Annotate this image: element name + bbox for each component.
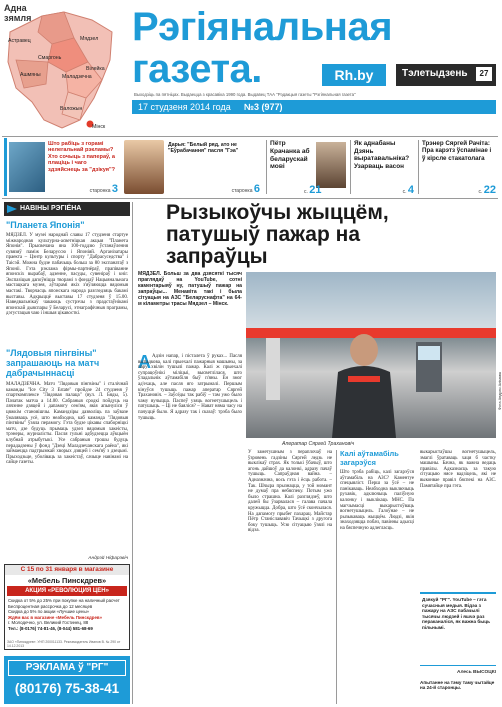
- teaser-1-page: [90, 183, 118, 195]
- ad-furniture-line-6: Тел.: (8-0176) 74-81-46, (8-044) 581-68-69: [8, 625, 93, 631]
- main-photo-credit: Фота Андрэя Алімава: [498, 372, 502, 411]
- ad-furniture-line-2: Беспроцентная рассрочка до 12 месяцев: [8, 603, 93, 609]
- main-col4-signature: Алесь ВЫСОЦКІ: [456, 670, 496, 675]
- map-title-line2: зямля: [4, 13, 32, 23]
- main-photo: [246, 272, 502, 438]
- city-label-minsk: Мінск: [92, 124, 106, 130]
- teaser-3-image: [316, 142, 346, 188]
- masthead-title-line2: газета.: [132, 47, 262, 91]
- news1-body: МЯДЗЕЛ. У музеі народнай славы 17 студзеня стартуе міжнародная культурна-асветніцкая акцыя "Планета Японія". Прысвечана яна 100-годдзю ўстанаўлення сувязяў паміж Беларуссю і Японіяй. Арганізатары праекта – Цэнтр культуры і спорту "Дабрасуседства" і Таісэй. Можна будзе пабачыць больш за 80 экспанатаў з Японіі. Гэта рэклама фірмы-партнёраў, прапіванне японскіх вырабаў, адзенне, пасуды, сувеніраў і кніг. Экспазіцыя дапоўніцца творамі з фондаў Нацыянальнага мастацкага музея, аўтарамі якіх з'яўляюцца вядомыя мастакі. Творчасць японскага народа разгледзяць бакамі выставы. Адкрыццё выставы 17 студзеня ў 15.00. Наведвальнікаў чакаюць сустрэчы з прадстаўнікамі японскай дыяспары ў Беларусі, этнаграфічныя праграмы, дэгустацыя чаю і іншыя цікавосткі.: [6, 233, 128, 317]
- teaser-3[interactable]: [268, 138, 348, 196]
- city-label-smarhon: Смаргонь: [38, 55, 62, 61]
- main-col3-title: Калі аўтамабіль загарэўся: [340, 449, 399, 467]
- ad-furniture-fine-print: ЗАО «Пинскдрев». УНП 200011133. Рекламодатель Иванов В. № 290 от 14.12.2013: [7, 640, 121, 648]
- tv-badge-label: Тэлетыдзень: [402, 68, 468, 79]
- teaser-5-page-number: 22: [483, 184, 496, 196]
- news2-title: "Лядовыя пінгвіны" запрашаюць на матч дабрачыннасці: [6, 348, 100, 378]
- teaser-5-page: [478, 184, 496, 196]
- teaser-3-page-number: 21: [309, 184, 322, 196]
- main-col2: У заметушным з пераплочаў на ўзровень гадзіны Сяргей ледзь не выклікаў страх. Як толькі ўбачыў, што агонь дайшоў да калонкі, адразу пачаў тушыць. Сапраўдная вайна. – Адназначна, вось гэта і ёсць работа. – Так. Шчыра прызнацца, у той момант не думаў пра небяспеку. Потым ужо было страшна. Калі разглядзеў, што далей бы ўзарвалася – галава пачала кружыцца. Добра, што ўсё скончылася. На дапамогу прыбег пахарац. Майстар Пётр Станіслававіч Тачыцкі з другога боку тушыць. Усю сітуацыю ўзялі на відэа.: [248, 450, 332, 534]
- ad-furniture-action: АКЦИЯ «РЕВОЛЮЦИЯ ЦЕН»: [7, 586, 127, 596]
- teaser-5-page-label: с.: [478, 189, 483, 195]
- main-col4-note: Апытанне на тэму таму чытайце на 24-й старонцы.: [420, 680, 495, 691]
- ad-furniture-line-1: Скидка от 5% до 25% при покупке на наличный расчет: [8, 598, 120, 603]
- city-label-ashmyany: Ашмяны: [20, 72, 41, 78]
- section-header: [4, 202, 130, 216]
- ad-advertising-title: РЭКЛАМА ў "РГ": [8, 660, 126, 676]
- main-col1: Адзін напар, і пісталета ў руках... Пасля выпадкова, калі прыехалі пажарныя машыны, за пару хвілін тушылі пажар. Калі ж прыехалі супрацоўнікі міліцыі, высветлілася, што ўладальнік аўтамабіля быў п'яны. Ён змог ад'ехаць, але пасля яго затрымалі. Першым кінуўся тушыць пажар аператар Сяргей Трахановіч. – Заўсёды так рабіў – там ужо было чаму вучыцца. Паспеў узяць вогнетушыцель і патушыць. – Ці не баяліся? – Нават няма часу на пачуццё было. Я адразу так і сказаў: трэба было тушыць.: [138, 354, 242, 421]
- masthead-subtitle: Выходзіць па пятніцах. Выдаецца з красавіка 1990 года. Выдавец ТАА "Рэдакцыя газеты "Рэгіянальная газета": [134, 92, 356, 97]
- main-photo-graphic: [246, 272, 496, 438]
- teaser-2[interactable]: [124, 138, 264, 196]
- issue-date: 17 студзеня 2014 года: [138, 102, 231, 112]
- main-photo-caption: Аператар Сяргей Трахановіч: [282, 441, 355, 447]
- teaser-2-text: Дарья: "Белый ряд, ато не "Еўрабачання" пасля "Гэа": [168, 142, 239, 155]
- main-col3: Што трэба рабіць, калі загарэўся аўтамабіль на АЗС? Каментуе спецыяліст. Перш за ўсё – не панікаваць. Неабходна выключыць рухавік, адключыць паліўную калонку і выклікаць МНС. Па магчымасці выкарыстоўваць вогнетушыцель. Галоўнае – не рызыкаваць жыццём. Людзі, якія знаходзяцца побач, павінны адысці на бяспечную адлегласць.: [340, 470, 414, 531]
- issue-number: №3 (977): [244, 102, 283, 112]
- ad-furniture-line-5: г. Молодечно, ул. Великий Гостинец, 88: [8, 620, 89, 626]
- city-label-vileyka: Вілейка: [86, 66, 105, 72]
- teaser-3-text: Пётр Крачанка аб беларускай мові: [270, 140, 310, 171]
- news2-signature: Андрэй Ніфарэвіч: [88, 556, 128, 561]
- teaser-1[interactable]: [4, 138, 120, 196]
- drop-cap: А: [138, 352, 151, 372]
- teaser-2-page: [232, 183, 260, 195]
- teaser-2-image: [124, 140, 164, 194]
- teaser-5[interactable]: [420, 138, 498, 196]
- city-label-astravets: Астравец: [8, 38, 31, 44]
- main-lead: МЯДЗЕЛ. Больш за два дзясяткі тысяч праглядаў на YouTube, сотні каментарыяў ну, патушыў пажар на запраўцы... Менавіта такі і была сітуацыя на АЗС "Беларуснафта" на 64-м кіламетры трасы Мядзел – Мінск.: [138, 271, 242, 307]
- ad-advertising[interactable]: [4, 656, 130, 704]
- news2-body: МАЛАДЗЕЧНА. Матч "Лядовыя пінгвіны" і сталічнай каманды "Ice City 3 Estate" пройдзе 24 студзеня ў спарткомплексе "Лядовая палаца" (вул. Л. Бяды, 5). Пачатак матча а 14.00. Сабраныя сродкі пойдуць на лячэнне дзяцей і дапамогу сем'ям, якія апынуліся ў цяжкім становішчы. Камандзіры дазволіць па заўвазе ўмаляваць усё, што неабходна, каб каманда "Лядовыя пінгвіны" ўзяла перамогу. Гэта будзе цікавы спаборніцкі матч, дзе будуць прымаць удзел вядомыя хакеісты, трэнеры, журналісты. Пасля гульні адбудзецца аўкцыён клубнай атрыбутыкі. Усе сабраныя грошы будуць перададзены ў фонд "Дзеці Маладзечанскага раёна", які займаецца падтрымкай хворых дзяцей і сем'яў з дзецьмі. Прыходзьце, уболіваць за хакеістаў, сачыце навінамі на сайце газеты.: [6, 382, 128, 466]
- teaser-4-page-label: с.: [402, 189, 407, 195]
- section-header-icon: [7, 205, 17, 213]
- teaser-2-page-label: старонка: [231, 188, 253, 194]
- city-label-myadzel: Мядзел: [80, 36, 99, 42]
- date-bar: [132, 100, 496, 114]
- ad-furniture[interactable]: [4, 564, 130, 650]
- section-header-label: НАВІНЫ РЭГІЁНА: [20, 205, 82, 212]
- teaser-1-image: [9, 142, 45, 192]
- main-col4-box: [420, 592, 496, 666]
- ad-furniture-headline: С 15 по 31 января в магазине: [5, 565, 129, 575]
- city-label-valozhyn: Валожын: [60, 106, 83, 112]
- teaser-3-page: [304, 184, 322, 196]
- teaser-4-text: Як аднабаны Дзянь выратавальніка? Узарваць васон: [354, 140, 410, 170]
- city-label-maladzechna: Маладзечна: [62, 74, 92, 80]
- masthead-title-line1: Рэгіянальная: [132, 5, 393, 49]
- teaser-4-page: [403, 184, 414, 196]
- ad-furniture-shop: «Мебель Пинскдрев»: [27, 576, 107, 585]
- ad-furniture-line-4: Ждём вас в магазине «Мебель Пинскдрев»: [8, 614, 103, 620]
- teaser-1-page-number: 3: [111, 183, 118, 195]
- site-badge[interactable]: Rh.by: [322, 64, 386, 86]
- main-col4-box-text: Дзякуй "РГ". YouTube – гэта сучасныя медыя. Відэа з пажару на АЗС пабачылі тысячы людзей і яшчэ раз пераканаліся, як важна быць пільнымі.: [422, 597, 491, 630]
- ad-advertising-phone: (80176) 75-38-41: [14, 681, 120, 696]
- main-col4: выкарыстаўшы вогнетушыцель, змаглі ўратаваць хаця б частку машыны. Бачна, як важна ведаць правілы. Адказнасць за такую сітуацыю нясе вадзіцель, які не выконвае правіл бяспекі на АЗС. Памятайце пра гэта.: [420, 450, 496, 489]
- main-headline: Рызыкоўчы жыццём, патушыў пажар на запраўцы: [166, 201, 389, 268]
- teaser-4-page-number: 4: [407, 184, 414, 196]
- teaser-3-page-label: с.: [304, 189, 308, 195]
- teaser-1-text: Што рабіць з горамі нелегальнай рэкламы? Хто сочыць з папераў, а плаціць і чаго здзяйснець за "дзікуя"?: [48, 141, 116, 173]
- map-title-line1: Адна: [4, 3, 27, 13]
- news1-title: "Планета Японія": [6, 220, 85, 230]
- teaser-4[interactable]: [352, 138, 416, 196]
- teaser-5-text: Трэнер Сяргей Рачіта: Пра карэтз ўспамінае і ў кірсле стакатолага: [422, 140, 492, 162]
- tv-badge: [396, 64, 496, 86]
- ad-furniture-line-3: Скидка до 5% по акции «Лучшие цены»: [8, 609, 90, 615]
- teaser-1-page-label: старонка: [89, 188, 111, 194]
- teaser-2-page-number: 6: [253, 183, 260, 195]
- tv-badge-number: 27: [476, 67, 492, 81]
